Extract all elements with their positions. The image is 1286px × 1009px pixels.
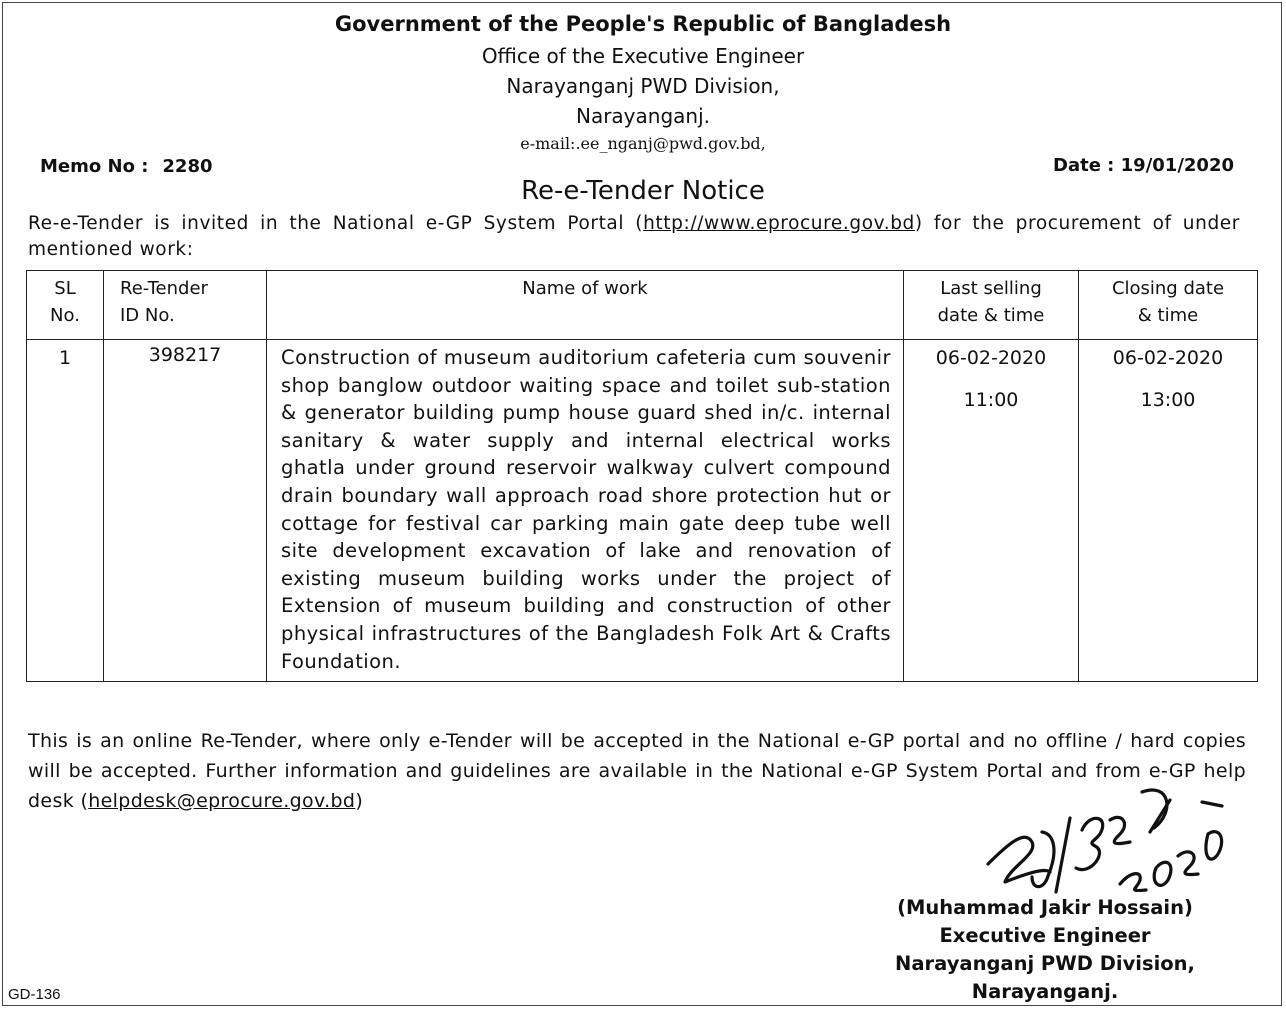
- col-header-sl-line1: SL: [54, 278, 76, 299]
- col-header-name-text: Name of work: [522, 278, 648, 299]
- cell-work-name: Construction of museum auditorium cafeteria cum souvenir shop banglow outdoor waiting space and toilet sub-station & generator building pump house guard shed in/c. internal sanitary & water supply and internal electrical works ghatla under ground reservoir walkway culvert compound drain boundary wall approach road shore protection hut or cottage for festival car parking main gate deep tube well site development excavation of lake and renovation of existing museum building works under the project of Extension of museum building and construction of other physical infrastructures of the Bangladesh Folk Art & Crafts Foundation.: [267, 340, 904, 682]
- helpdesk-email-link[interactable]: helpdesk@eprocure.gov.bd: [88, 790, 356, 812]
- col-header-selling: [904, 271, 1079, 340]
- intro-text-before: Re-e-Tender is invited in the National e-GP System Portal (: [28, 213, 644, 234]
- header-division: Narayanganj PWD Division,: [506, 74, 780, 98]
- notice-date: Date : 19/01/2020: [1053, 155, 1234, 176]
- handwritten-signature: [970, 772, 1250, 912]
- intro-paragraph: [28, 211, 1240, 263]
- col-header-selling-line2: date & time: [937, 305, 1045, 326]
- table-row: [27, 340, 1258, 682]
- signatory-place: Narayanganj.: [971, 980, 1119, 1003]
- col-header-id-line2: ID No.: [120, 305, 175, 326]
- signatory-office: Narayanganj PWD Division,: [895, 952, 1195, 975]
- memo-value: 2280: [162, 156, 213, 177]
- cell-selling-time: 11:00: [963, 389, 1019, 411]
- header-government: Government of the People's Republic of Bangladesh: [334, 12, 952, 36]
- tender-table: [26, 270, 1258, 682]
- signatory-designation: Executive Engineer: [939, 924, 1151, 947]
- col-header-name: [267, 271, 904, 340]
- document-code: GD-136: [8, 986, 61, 1003]
- notice-title: Re-e-Tender Notice: [521, 176, 765, 206]
- table-header-row: [27, 271, 1258, 340]
- footer-text: This is an online Re-Tender, where only e-Tender will be accepted in the National e-GP portal and no offline / hard copies will be accepted. Further information and guidelines are available in the National e-GP System Portal and from e-GP help desk (: [28, 730, 1246, 812]
- col-header-selling-line1: Last selling: [940, 278, 1042, 299]
- cell-sl: 1: [27, 340, 104, 682]
- col-header-id-line1: Re-Tender: [120, 278, 208, 299]
- col-header-closing-line2: & time: [1137, 305, 1199, 326]
- header-email: e-mail:.ee_nganj@pwd.gov.bd,: [520, 134, 766, 153]
- cell-selling-date: 06-02-2020: [935, 347, 1047, 369]
- eprocure-link[interactable]: http://www.eprocure.gov.bd: [643, 213, 915, 234]
- cell-closing-date: 06-02-2020: [1112, 347, 1224, 369]
- col-header-sl-line2: No.: [50, 305, 80, 326]
- col-header-closing: [1079, 271, 1258, 340]
- col-header-sl: [27, 271, 104, 340]
- footer-text-end: ): [355, 790, 364, 812]
- memo-label: Memo No :: [40, 156, 149, 177]
- cell-selling: [904, 340, 1079, 682]
- cell-closing-time: 13:00: [1140, 389, 1196, 411]
- cell-tender-id: 398217: [104, 340, 267, 682]
- intro-text-after: ) for the procurement of under mentioned work:: [28, 213, 1240, 260]
- header-city: Narayanganj.: [575, 104, 710, 128]
- signatory-name: (Muhammad Jakir Hossain): [897, 896, 1193, 919]
- cell-closing: [1079, 340, 1258, 682]
- col-header-id: [104, 271, 267, 340]
- signature-block: [860, 894, 1230, 1006]
- memo-number: [40, 156, 213, 177]
- col-header-closing-line1: Closing date: [1111, 278, 1225, 299]
- header-office: Office of the Executive Engineer: [481, 44, 805, 68]
